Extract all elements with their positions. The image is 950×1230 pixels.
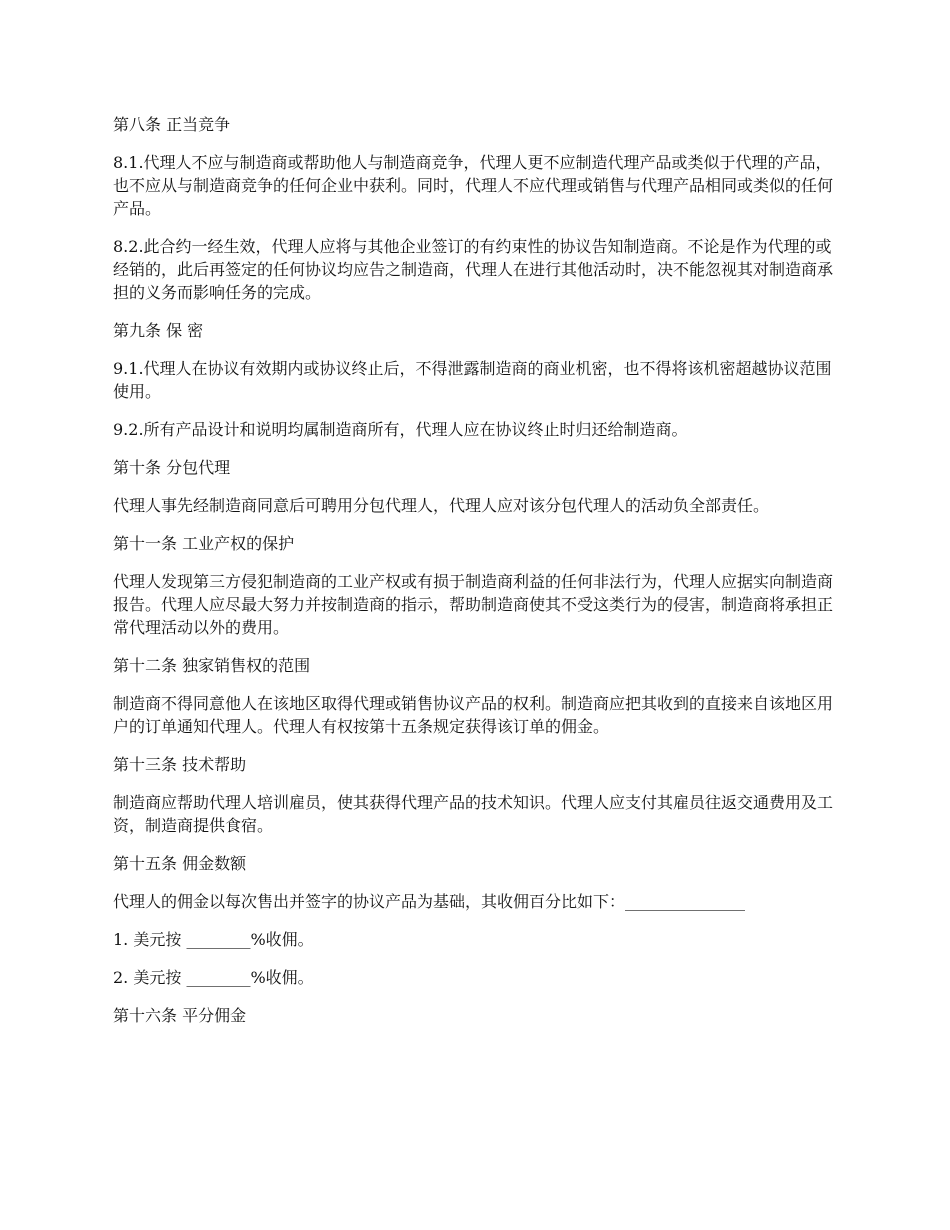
article-11-heading: 第十一条 工业产权的保护 (113, 534, 295, 553)
clause-11-body: 代理人发现第三方侵犯制造商的工业产权或有损于制造商利益的任何非法行为，代理人应据实向制造商报告。代理人应尽最大努力并按制造商的指示，帮助制造商使其不受这类行为的侵害，制造商将承担正常代理活动以外的费用。 (113, 572, 834, 637)
clause-10-body: 代理人事先经制造商同意后可聘用分包代理人，代理人应对该分包代理人的活动负全部责任。 (113, 496, 770, 515)
document-body (113, 113, 841, 1042)
article-8-heading: 第八条 正当竞争 (113, 115, 231, 134)
article-10-heading: 第十条 分包代理 (113, 458, 231, 477)
clause-12-body: 制造商不得同意他人在该地区取得代理或销售协议产品的权利。制造商应把其收到的直接来自该地区用户的订单通知代理人。代理人有权按第十五条规定获得该订单的佣金。 (113, 694, 834, 736)
article-16-heading: 第十六条 平分佣金 (113, 1006, 247, 1025)
clause-8-1: 8.1.代理人不应与制造商或帮助他人与制造商竞争，代理人更不应制造代理产品或类似于代理的产品，也不应从与制造商竞争的任何企业中获利。同时，代理人不应代理或销售与代理产品相同或类似的任何产品。 (113, 153, 834, 218)
article-15-heading: 第十五条 佣金数额 (113, 854, 247, 873)
article-13-heading: 第十三条 技术帮助 (113, 755, 247, 774)
clause-13-body: 制造商应帮助代理人培训雇员，使其获得代理产品的技术知识。代理人应支付其雇员往返交通费用及工资，制造商提供食宿。 (113, 793, 834, 835)
clause-15-item-2: 2. 美元按 ________%收佣。 (113, 968, 314, 987)
clause-9-1: 9.1.代理人在协议有效期内或协议终止后，不得泄露制造商的商业机密，也不得将该机密超越协议范围使用。 (113, 359, 832, 401)
clause-8-2: 8.2.此合约一经生效，代理人应将与其他企业签订的有约束性的协议告知制造商。不论是作为代理的或经销的，此后再签定的任何协议均应告之制造商，代理人在进行其他活动时，决不能忽视其对制造商承担的义务而影响任务的完成。 (113, 237, 834, 302)
clause-15-body: 代理人的佣金以每次售出并签字的协议产品为基础，其收佣百分比如下：_______________ (113, 892, 746, 911)
article-12-heading: 第十二条 独家销售权的范围 (113, 656, 311, 675)
clause-9-2: 9.2.所有产品设计和说明均属制造商所有，代理人应在协议终止时归还给制造商。 (113, 420, 688, 439)
clause-15-item-1: 1. 美元按 ________%收佣。 (113, 930, 314, 949)
article-9-heading: 第九条 保 密 (113, 321, 204, 340)
